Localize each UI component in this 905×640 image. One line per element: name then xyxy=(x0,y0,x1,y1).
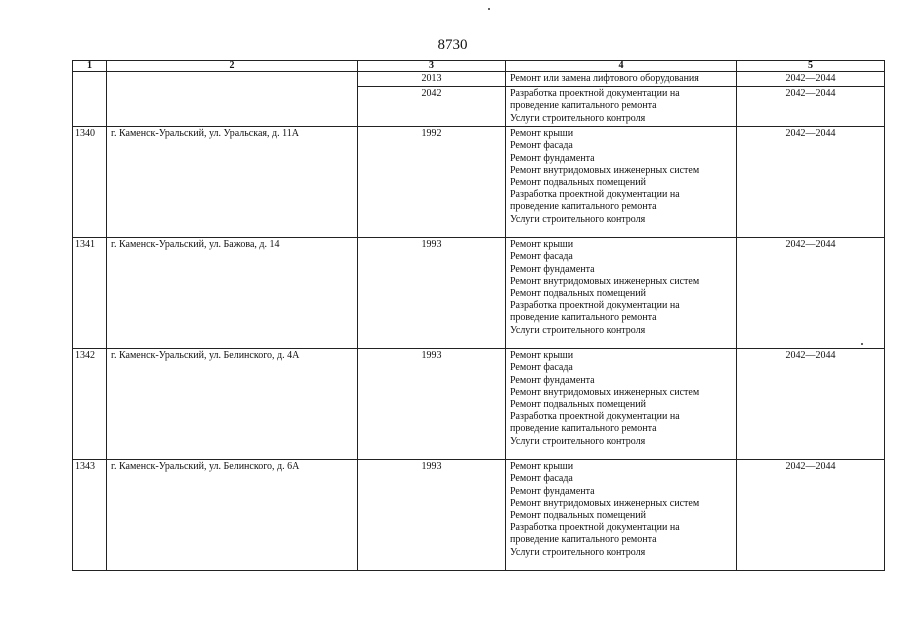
works-cell xyxy=(506,460,737,571)
work-item: Ремонт крыши xyxy=(510,461,574,473)
works-cell xyxy=(506,238,737,349)
work-item: Ремонт фундамента xyxy=(510,374,595,386)
work-item: Ремонт внутридомовых инженерных систем xyxy=(510,497,700,509)
continuation-row xyxy=(73,72,885,87)
work-item: проведение капитального ремонта xyxy=(510,100,657,112)
house-row xyxy=(73,349,885,460)
term-cell: 2042—2044 xyxy=(737,72,885,87)
work-item: Ремонт фасада xyxy=(510,362,573,374)
house-row xyxy=(73,238,885,349)
column-number: 1 xyxy=(73,61,107,72)
work-item: Услуги строительного контроля xyxy=(510,324,646,336)
work-item: Ремонт или замена лифтового оборудования xyxy=(510,73,699,84)
work-item: Ремонт внутридомовых инженерных систем xyxy=(510,275,700,287)
work-item: Ремонт крыши xyxy=(510,128,574,140)
work-item: Ремонт внутридомовых инженерных систем xyxy=(510,386,700,398)
work-item: Разработка проектной документации на xyxy=(510,522,680,534)
year-cell: 1993 xyxy=(358,238,506,349)
work-item: Разработка проектной документации на xyxy=(510,189,680,201)
house-row xyxy=(73,460,885,571)
work-item: Ремонт крыши xyxy=(510,239,574,251)
term-cell: 2042—2044 xyxy=(737,238,885,349)
work-item: Ремонт фундамента xyxy=(510,263,595,275)
column-number: 3 xyxy=(358,61,506,72)
column-number: 5 xyxy=(737,61,885,72)
term-cell: 2042—2044 xyxy=(737,127,885,238)
work-item: Ремонт фасада xyxy=(510,473,573,485)
year-cell: 2013 xyxy=(358,72,506,87)
scan-speck xyxy=(488,8,490,10)
column-number: 2 xyxy=(107,61,358,72)
num-cell: 1341 xyxy=(73,238,107,349)
address-cell: г. Каменск-Уральский, ул. Белинского, д. 4А xyxy=(107,349,358,460)
work-item: Ремонт крыши xyxy=(510,350,574,362)
work-item: Услуги строительного контроля xyxy=(510,112,646,124)
work-item: Услуги строительного контроля xyxy=(510,213,646,225)
term-cell: 2042—2044 xyxy=(737,349,885,460)
work-item: проведение капитального ремонта xyxy=(510,201,657,213)
address-cell: г. Каменск-Уральский, ул. Бажова, д. 14 xyxy=(107,238,358,349)
work-item: проведение капитального ремонта xyxy=(510,423,657,435)
work-item: проведение капитального ремонта xyxy=(510,534,657,546)
num-cell xyxy=(73,72,107,127)
term-cell: 2042—2044 xyxy=(737,460,885,571)
work-item: Ремонт подвальных помещений xyxy=(510,177,646,189)
year-cell: 1993 xyxy=(358,349,506,460)
works-cell xyxy=(506,349,737,460)
column-number-row xyxy=(73,61,885,72)
work-item: Ремонт фундамента xyxy=(510,485,595,497)
work-item: Услуги строительного контроля xyxy=(510,546,646,558)
num-cell: 1340 xyxy=(73,127,107,238)
works-cell xyxy=(506,127,737,238)
year-cell: 1992 xyxy=(358,127,506,238)
work-item: Услуги строительного контроля xyxy=(510,435,646,447)
page-number: 8730 xyxy=(437,37,468,53)
year-cell: 1993 xyxy=(358,460,506,571)
work-item: Ремонт фундамента xyxy=(510,152,595,164)
work-item: Разработка проектной документации на xyxy=(510,300,680,312)
work-item: Ремонт внутридомовых инженерных систем xyxy=(510,164,700,176)
year-cell: 2042 xyxy=(358,87,506,127)
works-cell xyxy=(506,72,737,87)
house-row xyxy=(73,127,885,238)
num-cell: 1343 xyxy=(73,460,107,571)
repair-schedule-table xyxy=(72,60,885,571)
num-cell: 1342 xyxy=(73,349,107,460)
work-item: Ремонт подвальных помещений xyxy=(510,399,646,411)
address-cell: г. Каменск-Уральский, ул. Белинского, д. 6А xyxy=(107,460,358,571)
work-item: Ремонт фасада xyxy=(510,140,573,152)
column-number: 4 xyxy=(506,61,737,72)
work-item: проведение капитального ремонта xyxy=(510,312,657,324)
work-item: Ремонт подвальных помещений xyxy=(510,510,646,522)
work-item: Ремонт фасада xyxy=(510,251,573,263)
term-cell: 2042—2044 xyxy=(737,87,885,127)
work-item: Ремонт подвальных помещений xyxy=(510,288,646,300)
works-cell xyxy=(506,87,737,127)
work-item: Разработка проектной документации на xyxy=(510,411,680,423)
work-item: Разработка проектной документации на xyxy=(510,88,680,100)
address-cell xyxy=(107,72,358,127)
address-cell: г. Каменск-Уральский, ул. Уральская, д. 11А xyxy=(107,127,358,238)
